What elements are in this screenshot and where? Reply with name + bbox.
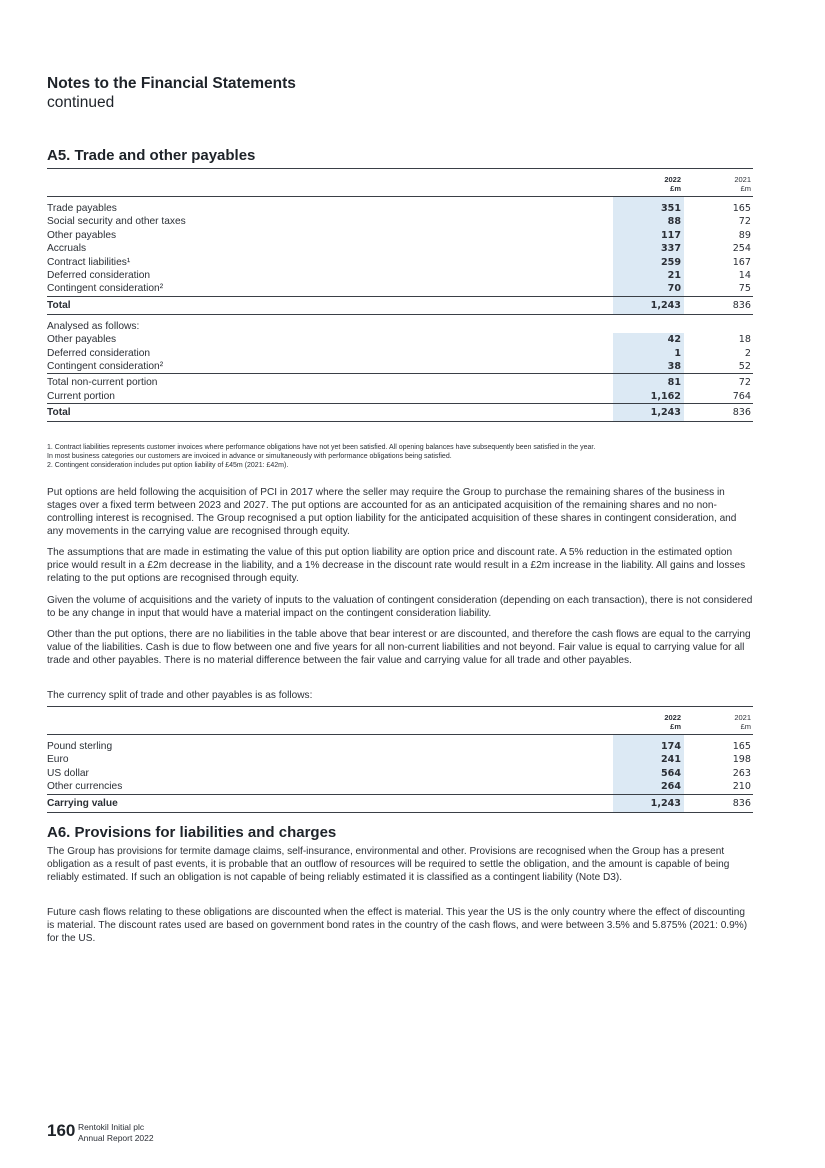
currency-table xyxy=(47,706,753,813)
page-header-subtitle: continued xyxy=(47,94,115,111)
table-row: Euro 241 198 xyxy=(47,754,751,766)
body-paragraph: Put options are held following the acquisition of PCI in 2017 where the seller may require the Group to purchase the remaining shares of the business in stages over a fixed term between 2023 and 2027. The put options are accounted for as an anticipated acquisition of the remaining shares and no non-controlling interest is recognised. The Group recognised a put option liability for the anticipated acquisition of these shares in contingent consideration, and any movements in the carrying value are recognised through equity. xyxy=(47,487,737,537)
table-row: Total non-current portion 81 72 xyxy=(47,374,753,390)
table-header-row xyxy=(47,169,753,197)
analysed-label-row: Analysed as follows: xyxy=(47,320,753,333)
page-number: 160 xyxy=(47,1121,76,1140)
body-paragraph: The assumptions that are made in estimating the value of this put option liability are option price and discount rate. A 5% reduction in the estimated option price would result in a £2m decrease in the liability, and a 1% decrease in the discount rate would result in a £2m increase in the liability. All gains and losses relating to the put options are recognised through equity. xyxy=(47,547,746,584)
col-2022-header: 2022 £m xyxy=(613,707,684,735)
body-paragraph: The Group has provisions for termite damage claims, self-insurance, environmental and other. Provisions are recognised when the Group has a present obligation as a result of past events, it is probable that an outflow of resources will be required to settle the obligation, and the amount is capable of being reliably estimated. If such an obligation is not capable of being reliably estimated it is classified as a contingent liability (Note D3). xyxy=(47,846,730,883)
total-row: Total 1,243 836 xyxy=(47,296,753,314)
total-row: Total 1,243 836 xyxy=(47,404,753,422)
body-paragraph: Future cash flows relating to these obligations are discounted when the effect is material. This year the US is the only country where the effect of discounting is material. The discount rates used are based on government bond rates in the country of the cash flows, and were between 3.5% and 5.875% (2021: 0.9%) for the US. xyxy=(47,907,748,944)
table-row: Deferred consideration 21 14 xyxy=(47,270,751,282)
table-row: Contingent consideration² 70 75 xyxy=(47,283,751,295)
col-2021-header: 2021 £m xyxy=(690,169,753,197)
section-a6-title: A6. Provisions for liabilities and charges xyxy=(47,824,337,841)
table-row: Deferred consideration 1 2 xyxy=(47,347,751,359)
footnote: In most business categories our customers are invoiced in advance or simultaneously with performance obligations being satisfied. xyxy=(47,452,452,460)
table-row: Other currencies 264 210 xyxy=(47,781,751,793)
footnote: 2. Contingent consideration includes put option liability of £45m (2021: £42m). xyxy=(47,461,289,469)
page-header-title: Notes to the Financial Statements xyxy=(47,75,296,92)
body-paragraph: Given the volume of acquisitions and the variety of inputs to the valuation of contingent consideration (depending on each transaction), there is not considered to be any change in input that would have a material impact on the contingent consideration liability. xyxy=(47,595,753,619)
body-paragraph: Other than the put options, there are no liabilities in the table above that bear interest or are discounted, and therefore the cash flows are equal to the carrying value of the liabilities. Cash is due to flow between one and five years for all non-current liabilities and not beyond. Fair value is equal to carrying value for all trade and other payables. There is no material difference between the fair value and carrying value for all trade and other payables. xyxy=(47,629,751,666)
body-paragraph: The currency split of trade and other payables is as follows: xyxy=(47,690,313,701)
table-header-row xyxy=(47,707,753,735)
table-row: Contingent consideration² 38 52 xyxy=(47,361,751,373)
col-2021-header: 2021 £m xyxy=(690,707,753,735)
table-row: Pound sterling 174 165 xyxy=(47,741,751,752)
table-row: Other payables 42 18 xyxy=(47,334,751,346)
table-row: Trade payables 351 165 xyxy=(47,203,751,214)
table-row: Accruals 337 254 xyxy=(47,243,751,255)
table-row: US dollar 564 263 xyxy=(47,767,751,779)
footnote: 1. Contract liabilities represents customer invoices where performance obligations have not yet been satisfied. All opening balances have subsequently been satisfied in the year. xyxy=(47,444,596,451)
section-a5-title: A5. Trade and other payables xyxy=(47,147,256,164)
table-row: Social security and other taxes 88 72 xyxy=(47,216,751,228)
footer-company xyxy=(78,1122,154,1143)
footnotes xyxy=(47,444,753,470)
table-row: Current portion 1,162 764 xyxy=(47,390,751,402)
payables-table xyxy=(47,168,753,422)
col-2022-header: 2022 £m xyxy=(613,169,684,197)
company-name: Rentokil Initial plc xyxy=(78,1122,145,1132)
total-row: Carrying value 1,243 836 xyxy=(47,794,753,812)
table-row: Contract liabilities¹ 259 167 xyxy=(47,256,751,268)
report-name: Annual Report 2022 xyxy=(78,1132,154,1143)
table-row: Other payables 117 89 xyxy=(47,229,751,241)
